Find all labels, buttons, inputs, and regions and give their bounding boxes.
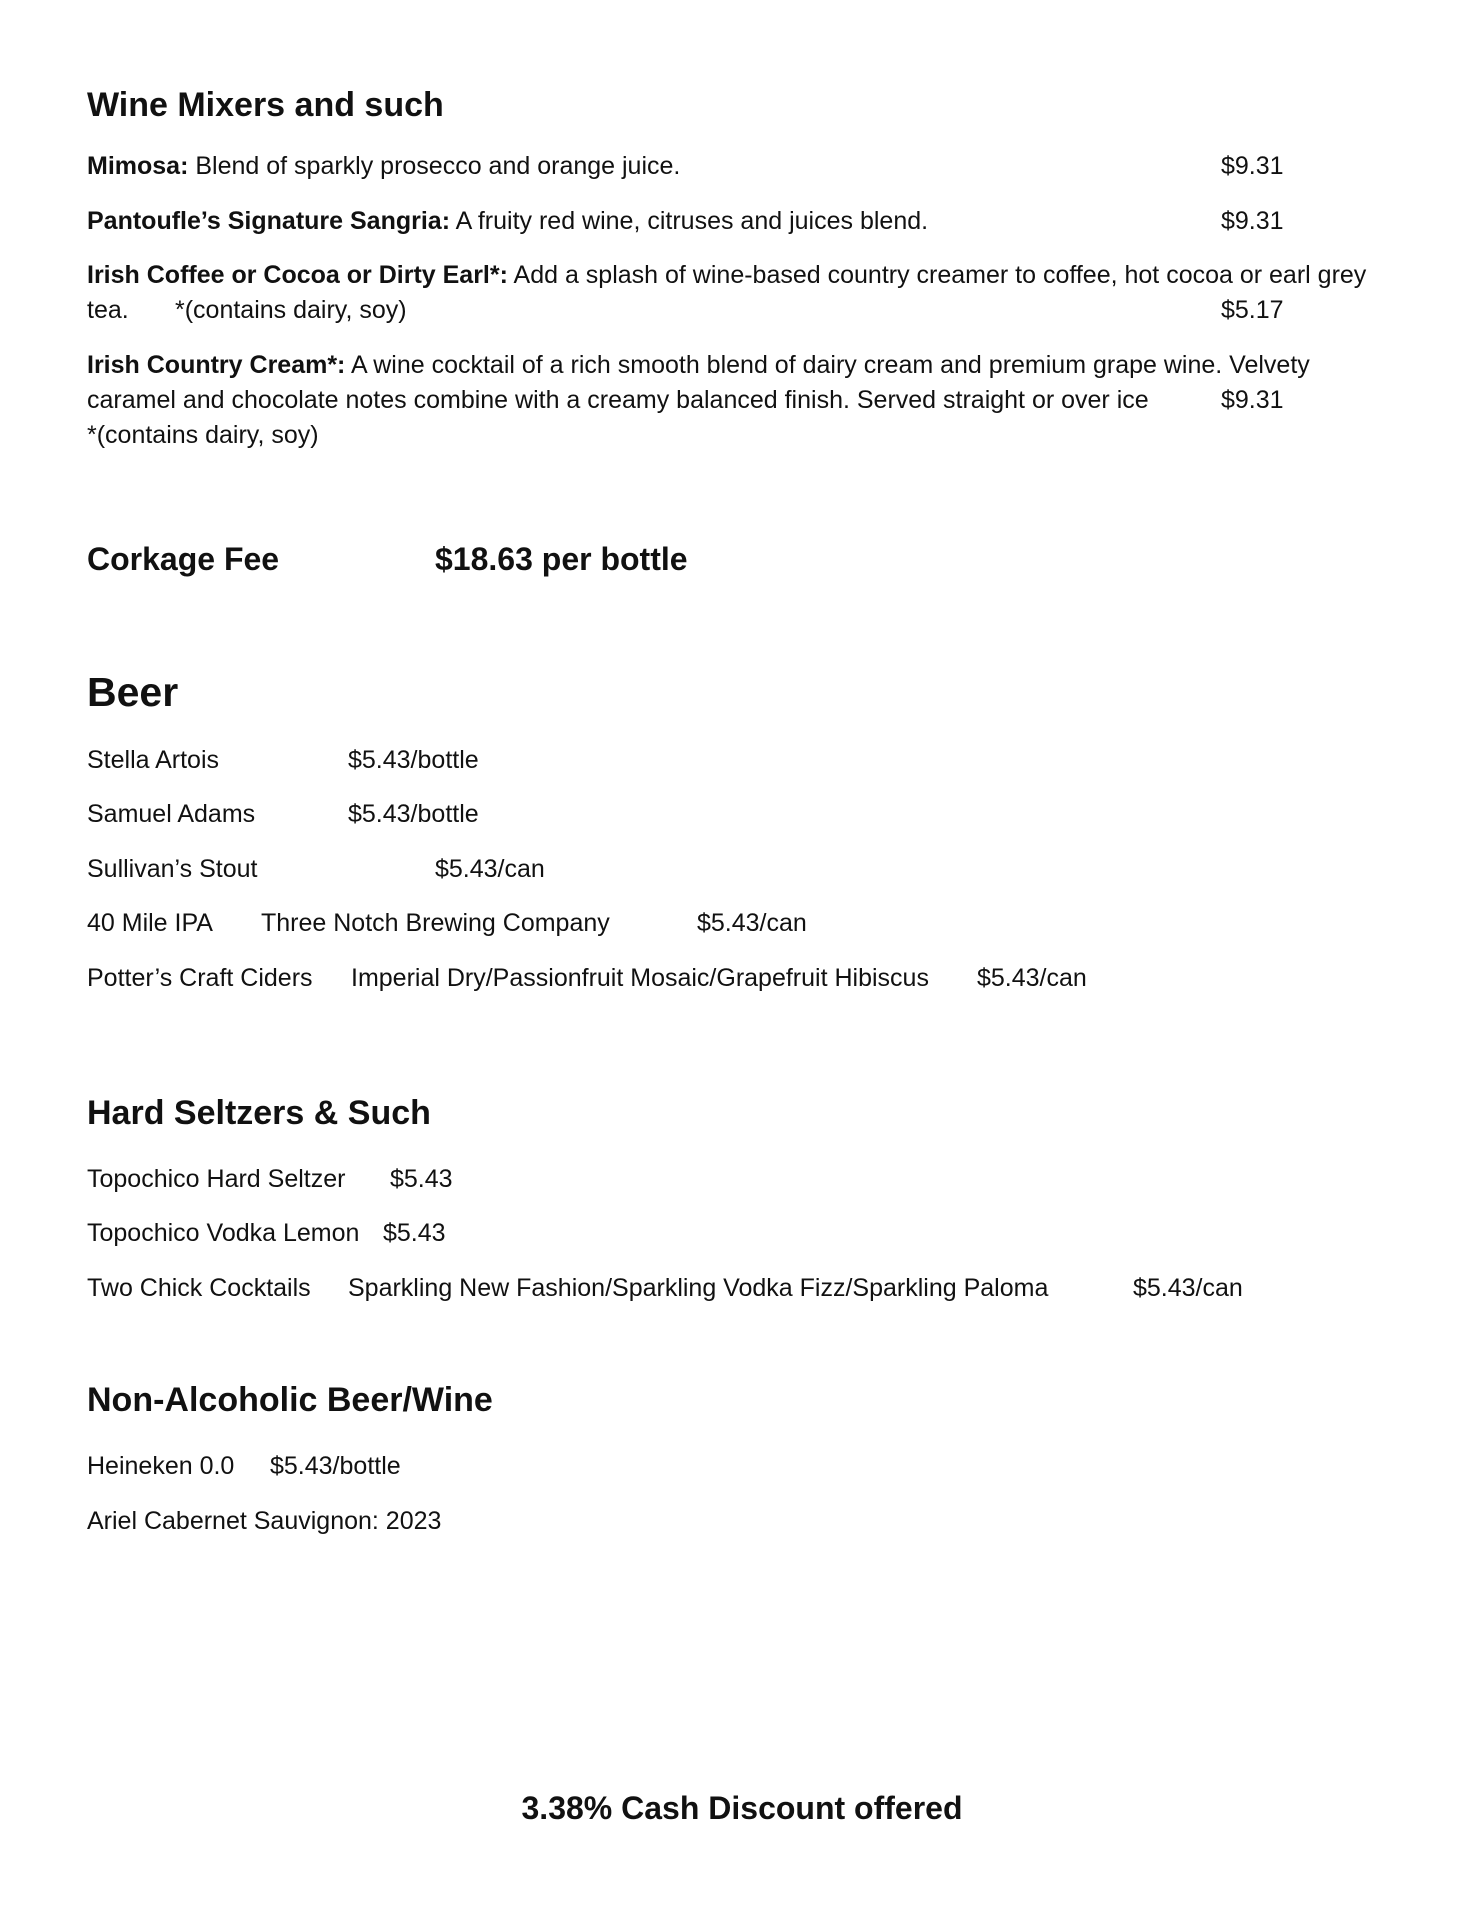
item-price: $5.17 [1221, 296, 1284, 324]
seltzer-item-price: $5.43 [390, 1165, 453, 1193]
beer-item-price: $5.43/can [435, 855, 545, 883]
beer-item-price: $5.43/can [977, 964, 1087, 992]
corkage-price: $18.63 per bottle [435, 541, 688, 577]
item-description: Add a splash of wine-based country creamer to coffee, hot cocoa or earl grey [513, 261, 1367, 289]
beer-item-name: 40 Mile IPA [87, 909, 213, 937]
wine-mixers-heading: Wine Mixers and such [87, 86, 444, 124]
menu-item-sangria [87, 207, 928, 236]
seltzer-item-name: Topochico Vodka Lemon [87, 1219, 360, 1247]
seltzer-item-name: Topochico Hard Seltzer [87, 1165, 346, 1193]
item-description-continued: caramel and chocolate notes combine with a creamy balanced finish. Served straight or over ice [87, 386, 1149, 414]
corkage-label: Corkage Fee [87, 541, 280, 577]
item-name: Pantoufle’s Signature Sangria: [87, 207, 451, 235]
beer-item-maker: Three Notch Brewing Company [261, 909, 610, 937]
seltzer-item-maker: Sparkling New Fashion/Sparkling Vodka Fizz/Sparkling Paloma [348, 1274, 1049, 1302]
item-description: Blend of sparkly prosecco and orange juice. [195, 152, 681, 180]
na-item-name: Heineken 0.0 [87, 1452, 235, 1480]
item-name: Mimosa: [87, 152, 189, 180]
beer-item-maker: Imperial Dry/Passionfruit Mosaic/Grapefruit Hibiscus [351, 964, 929, 992]
item-name: Irish Coffee or Cocoa or Dirty Earl*: [87, 261, 508, 289]
item-description: A wine cocktail of a rich smooth blend of dairy cream and premium grape wine. Velvety [350, 351, 1310, 379]
item-price: $9.31 [1221, 207, 1284, 235]
seltzer-item-price: $5.43 [383, 1219, 446, 1247]
beer-item-name: Stella Artois [87, 746, 220, 774]
item-description: A fruity red wine, citruses and juices blend. [455, 207, 929, 235]
allergen-note: *(contains dairy, soy) [87, 421, 319, 449]
beer-item-price: $5.43/bottle [348, 800, 479, 828]
menu-item-irish-coffee [87, 261, 1366, 290]
seltzer-item-price: $5.43/can [1133, 1274, 1243, 1302]
na-item-price: $5.43/bottle [270, 1452, 401, 1480]
allergen-note: *(contains dairy, soy) [175, 296, 407, 324]
beer-item-name: Potter’s Craft Ciders [87, 964, 313, 992]
non-alcoholic-heading: Non-Alcoholic Beer/Wine [87, 1381, 493, 1419]
menu-item-irish-country-cream [87, 351, 1310, 380]
menu-item-mimosa [87, 152, 680, 181]
cash-discount-note: 3.38% Cash Discount offered [521, 1790, 963, 1826]
item-description-continued: tea. [87, 296, 129, 324]
beer-item-name: Samuel Adams [87, 800, 256, 828]
na-item-name: Ariel Cabernet Sauvignon: 2023 [87, 1507, 442, 1535]
beer-item-price: $5.43/can [697, 909, 807, 937]
beer-heading: Beer [87, 669, 179, 715]
seltzers-heading: Hard Seltzers & Such [87, 1094, 431, 1132]
beer-item-name: Sullivan’s Stout [87, 855, 258, 883]
seltzer-item-name: Two Chick Cocktails [87, 1274, 311, 1302]
beer-item-price: $5.43/bottle [348, 746, 479, 774]
item-name: Irish Country Cream*: [87, 351, 346, 379]
item-price: $9.31 [1221, 386, 1284, 414]
item-price: $9.31 [1221, 152, 1284, 180]
